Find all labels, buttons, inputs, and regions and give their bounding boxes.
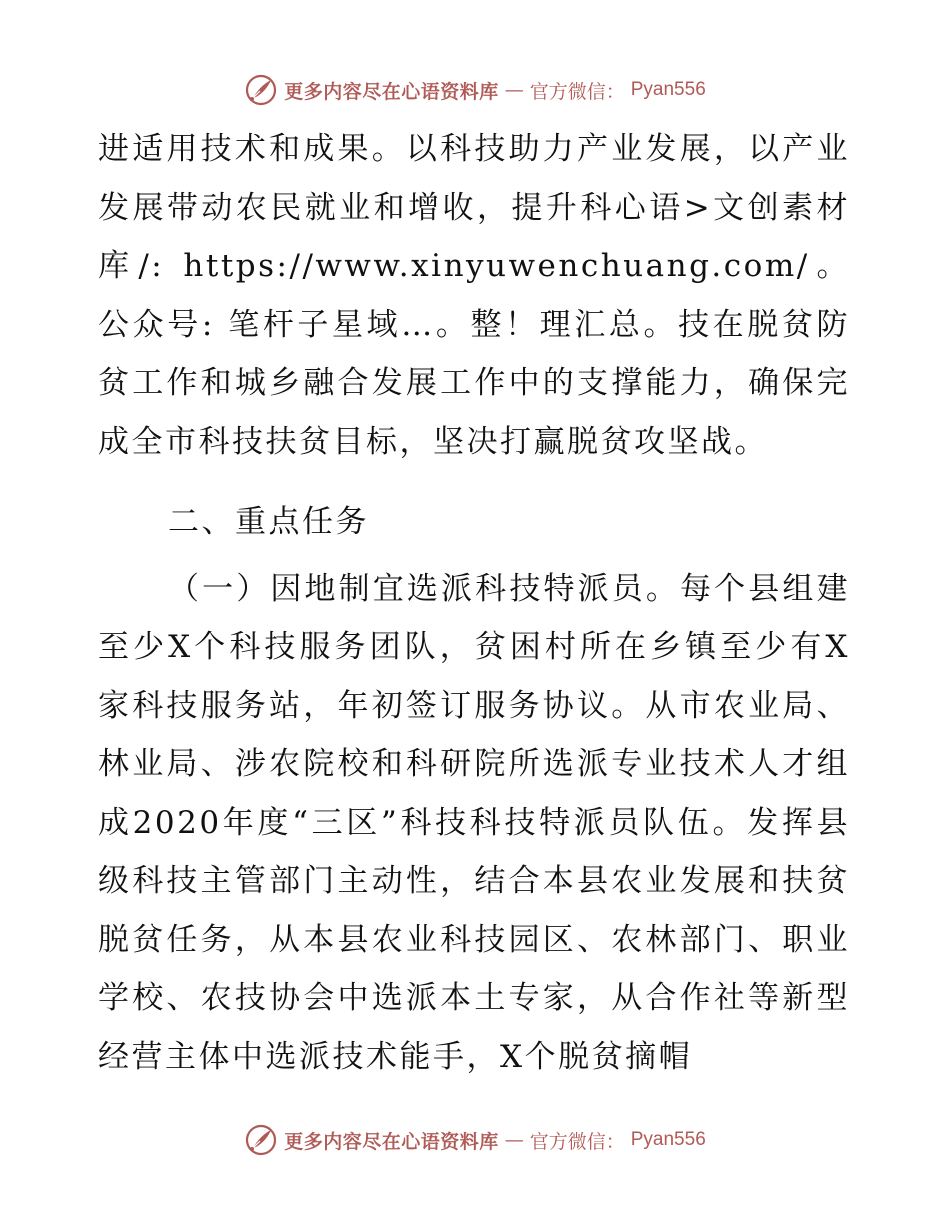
banner-wechat-id: Pyan556 [630,1129,706,1150]
quill-logo-icon [244,1123,278,1157]
paragraph-continuation: 进适用技术和成果。以科技助力产业发展，以产业发展带动农民就业和增收，提升科心语>文创素材库/: https://www.xinyuwenchuang.com/。公众号: 笔杆子星域…。整！理汇总。技在脱贫防贫工作和城乡融合发展工作中的支撑能力，确保完成全市科技扶贫目标，坚决打赢脱贫攻坚战。 [98,131,850,460]
paragraph-task-one: （一）因地制宜选派科技特派员。每个县组建至少X个科技服务团队，贫困村所在乡镇至少有X家科技服务站，年初签订服务协议。从市农业局、林业局、涉农院校和科研院所选派专业技术人才组成2020年度“三区”科技科技特派员队伍。发挥县级科技主管部门主动性，结合本县农业发展和扶贫脱贫任务，从本县农业科技园区、农林部门、职业学校、农技协会中选派本土专家，从合作社等新型经营主体中选派技术能手，X个脱贫摘帽 [98,570,850,1075]
banner-main-text: 更多内容尽在心语资料库 [284,80,499,103]
section-heading: 二、重点任务 [168,504,369,540]
footer-watermark-banner [0,1120,950,1160]
banner-separator: — [504,79,524,101]
banner-separator: — [504,1129,524,1151]
quill-logo-icon [244,73,278,107]
banner-wechat-id: Pyan556 [630,79,706,100]
header-watermark-banner [0,70,950,110]
banner-main-text: 更多内容尽在心语资料库 [284,1130,499,1153]
document-body [98,120,850,1086]
banner-wechat-label: 官方微信： [529,80,625,103]
banner-wechat-label: 官方微信： [529,1130,625,1153]
